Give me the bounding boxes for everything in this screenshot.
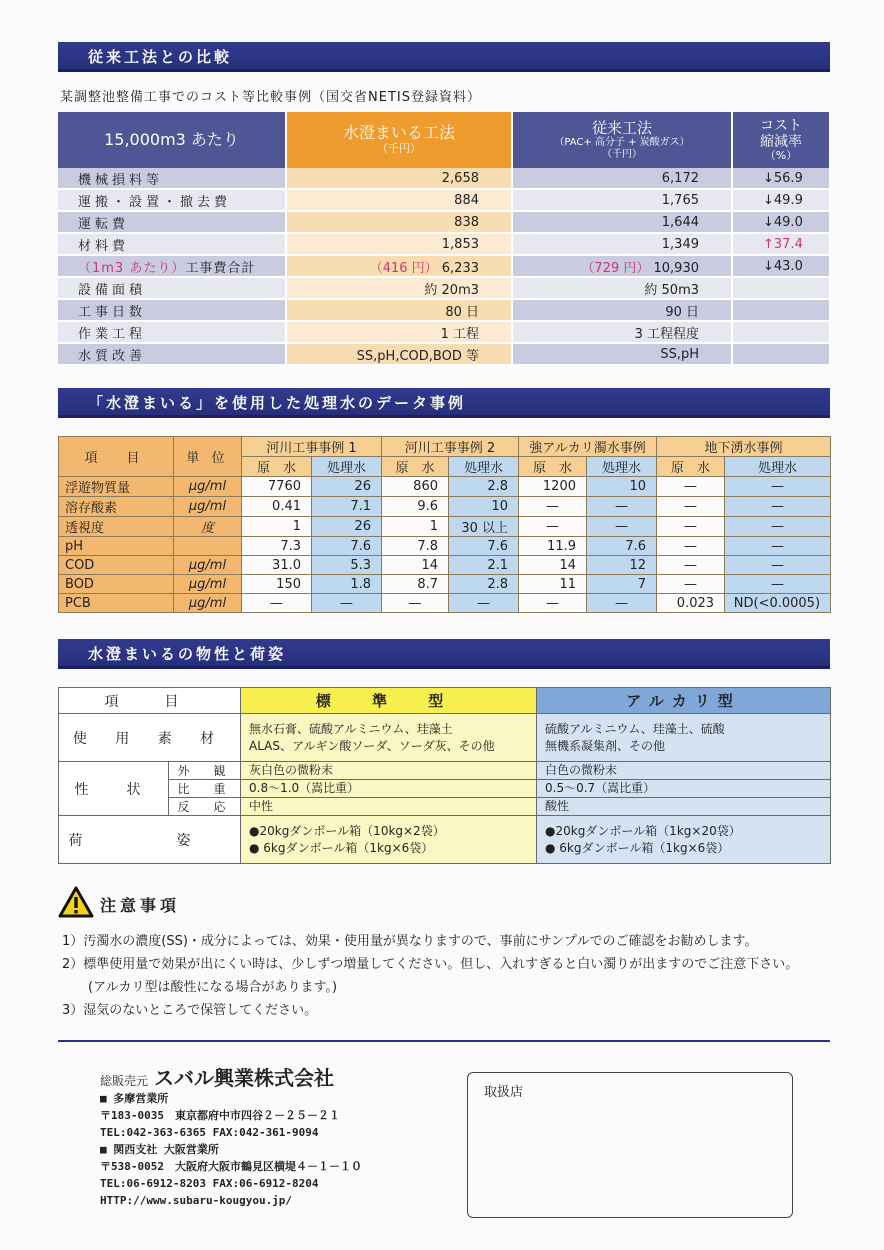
- row-label: 工事日数: [58, 299, 286, 321]
- material-line: 無水石膏、硫酸アルミニウム、珪藻土: [249, 721, 453, 736]
- property-value: 0.8〜1.0（嵩比重）: [241, 780, 537, 798]
- header-cost-unit: （%）: [764, 148, 798, 162]
- table-row: [59, 517, 831, 537]
- table-row: [59, 537, 831, 556]
- treated-value: —: [725, 537, 831, 556]
- company-url: HTTP://www.subaru-kougyou.jp/: [100, 1194, 293, 1207]
- treated-value: 7: [587, 575, 657, 594]
- dealer-label: 取扱店: [484, 1085, 524, 1100]
- table-row: [58, 255, 830, 277]
- header-raw: 原 水: [519, 457, 587, 477]
- old-method-value: 1,765: [512, 189, 732, 211]
- material-standard: [241, 714, 537, 762]
- raw-value: 1: [382, 517, 449, 537]
- old-method-value: 約 50m3: [512, 277, 732, 299]
- treated-value: 2.8: [449, 477, 519, 497]
- table-row: [59, 556, 831, 575]
- row-label: 水質改善: [58, 343, 286, 365]
- raw-value: 860: [382, 477, 449, 497]
- treated-value: 7.1: [312, 497, 382, 517]
- header-case-4: 地下湧水事例: [657, 437, 831, 457]
- reduction-value: ↓49.0: [732, 211, 830, 233]
- header-cost-sub: 縮減率: [760, 133, 802, 150]
- packing-line: ●20kgダンボール箱（10kg×2袋）: [249, 823, 445, 838]
- row-unit: μg/ml: [174, 594, 242, 613]
- raw-value: —: [657, 575, 725, 594]
- row-unit: μg/ml: [174, 575, 242, 594]
- office-phone: TEL:042-363-6365 FAX:042-361-9094: [100, 1126, 319, 1139]
- row-label: 運転費: [58, 211, 286, 233]
- packing-line: ● 6kgダンボール箱（1kg×6袋）: [545, 840, 730, 855]
- table-row: [58, 189, 830, 211]
- cost-comparison-table: [58, 112, 831, 366]
- header-raw: 原 水: [242, 457, 312, 477]
- property-value: 酸性: [537, 798, 831, 816]
- row-label: 材料費: [58, 233, 286, 255]
- header-treated: 処理水: [449, 457, 519, 477]
- per-m3-note: （1m3 あたり）: [78, 260, 186, 276]
- treated-value: —: [725, 517, 831, 537]
- treated-value: 12: [587, 556, 657, 575]
- office-name: ■ 関西支社 大阪営業所: [100, 1143, 219, 1156]
- caution-title: 注意事項: [100, 896, 181, 915]
- office-phone: TEL:06-6912-8203 FAX:06-6912-8204: [100, 1177, 319, 1190]
- raw-value: 11: [519, 575, 587, 594]
- header-treated: 処理水: [312, 457, 382, 477]
- header-old-method-title: 従来工法: [591, 118, 652, 137]
- old-method-value: 3 工程程度: [512, 321, 732, 343]
- row-unit: μg/ml: [174, 477, 242, 497]
- property-appearance: 外 観: [169, 762, 241, 780]
- packing-line: ● 6kgダンボール箱（1kg×6袋）: [249, 840, 434, 855]
- material-alkaline: [537, 714, 831, 762]
- office-address: 〒538-0052 大阪府大阪市鶴見区横堤４－１－１０: [100, 1160, 362, 1173]
- property-gravity: 比 重: [169, 780, 241, 798]
- table-row: [58, 211, 830, 233]
- table-row: [59, 575, 831, 594]
- header-new-method: [286, 112, 512, 168]
- raw-value: 14: [382, 556, 449, 575]
- raw-value: 7760: [242, 477, 312, 497]
- new-method-value: [286, 255, 512, 277]
- treated-value: 30 以上: [449, 517, 519, 537]
- raw-value: 1200: [519, 477, 587, 497]
- raw-value: 8.7: [382, 575, 449, 594]
- reduction-value: [732, 343, 830, 365]
- treated-value: —: [725, 556, 831, 575]
- row-label: 機械損料等: [58, 168, 286, 189]
- treated-value: 7.6: [312, 537, 382, 556]
- company-prefix: 総販売元: [100, 1074, 149, 1088]
- table-row: [58, 277, 830, 299]
- note-item: (アルカリ型は酸性になる場合があります。): [62, 980, 338, 995]
- property-value: 0.5〜0.7（嵩比重）: [537, 780, 831, 798]
- packing-line: ●20kgダンボール箱（1kg×20袋）: [545, 823, 741, 838]
- material-line: ALAS、アルギン酸ソーダ、ソーダ灰、その他: [249, 738, 495, 753]
- total-value: 10,930: [653, 260, 699, 276]
- raw-value: 0.41: [242, 497, 312, 517]
- header-old-method: [512, 112, 732, 168]
- header-cost-title: コスト: [760, 117, 802, 134]
- raw-value: 150: [242, 575, 312, 594]
- dealer-box: [467, 1072, 793, 1218]
- table-row: [58, 343, 830, 365]
- table-row: [59, 477, 831, 497]
- property-value: 中性: [241, 798, 537, 816]
- row-label: pH: [59, 537, 174, 556]
- unit-price: （729 円）: [581, 260, 650, 276]
- new-method-value: 1 工程: [286, 321, 512, 343]
- reduction-value: ↓43.0: [732, 255, 830, 277]
- treated-value: —: [449, 594, 519, 613]
- old-method-value: [512, 255, 732, 277]
- raw-value: —: [657, 537, 725, 556]
- note-item: 1）汚濁水の濃度(SS)・成分によっては、効果・使用量が異なりますので、事前にサンプルでのご確認をお勧めします。: [62, 934, 758, 949]
- treated-value: 26: [312, 477, 382, 497]
- header-item: 項 目: [59, 437, 174, 477]
- old-method-value: 1,644: [512, 211, 732, 233]
- header-item: 項 目: [59, 688, 241, 714]
- row-label: PCB: [59, 594, 174, 613]
- treated-value: 2.8: [449, 575, 519, 594]
- raw-value: —: [657, 517, 725, 537]
- new-method-value: 80 日: [286, 299, 512, 321]
- reduction-value: ↓49.9: [732, 189, 830, 211]
- table-row: [59, 497, 831, 517]
- properties-table: [58, 687, 831, 864]
- row-unit: μg/ml: [174, 497, 242, 517]
- row-unit: 度: [174, 517, 242, 537]
- new-method-value: 1,853: [286, 233, 512, 255]
- raw-value: —: [657, 556, 725, 575]
- new-method-value: 884: [286, 189, 512, 211]
- old-method-value: 90 日: [512, 299, 732, 321]
- treated-value: 2.1: [449, 556, 519, 575]
- row-unit: [174, 537, 242, 556]
- packing-alkaline: [537, 816, 831, 864]
- raw-value: —: [519, 497, 587, 517]
- caution-notes: [62, 930, 798, 1022]
- table-row: [58, 299, 830, 321]
- new-method-value: 2,658: [286, 168, 512, 189]
- treated-value: —: [725, 497, 831, 517]
- treated-value: 7.6: [587, 537, 657, 556]
- row-label: [58, 255, 286, 277]
- header-treated: 処理水: [725, 457, 831, 477]
- note-item: 2）標準使用量で効果が出にくい時は、少しずつ増量してください。但し、入れすぎると白い濁りが出ますのでご注意下さい。: [62, 957, 799, 972]
- company-info: [100, 1066, 362, 1209]
- raw-value: 14: [519, 556, 587, 575]
- treated-value: 10: [587, 477, 657, 497]
- treated-value: —: [725, 477, 831, 497]
- raw-value: 11.9: [519, 537, 587, 556]
- table-row: [58, 321, 830, 343]
- raw-value: —: [657, 477, 725, 497]
- divider: [58, 1040, 830, 1042]
- raw-value: 0.023: [657, 594, 725, 613]
- row-label: BOD: [59, 575, 174, 594]
- row-label: 作業工程: [58, 321, 286, 343]
- header-alkaline: アルカリ型: [537, 688, 831, 714]
- raw-value: 1: [242, 517, 312, 537]
- treated-value: —: [725, 575, 831, 594]
- treated-value: 7.6: [449, 537, 519, 556]
- treated-value: —: [587, 517, 657, 537]
- old-method-value: 6,172: [512, 168, 732, 189]
- treated-value: —: [587, 497, 657, 517]
- treated-value: 1.8: [312, 575, 382, 594]
- header-case-2: 河川工事事例 2: [382, 437, 519, 457]
- raw-value: —: [519, 594, 587, 613]
- header-raw: 原 水: [657, 457, 725, 477]
- treated-value: —: [312, 594, 382, 613]
- packing-standard: [241, 816, 537, 864]
- header-old-method-sub: （PAC+ 高分子 + 炭酸ガス）: [554, 137, 690, 149]
- header-standard: 標 準 型: [241, 688, 537, 714]
- old-method-value: SS,pH: [512, 343, 732, 365]
- header-treated: 処理水: [587, 457, 657, 477]
- row-label: 浮遊物質量: [59, 477, 174, 497]
- raw-value: —: [382, 594, 449, 613]
- new-method-value: 838: [286, 211, 512, 233]
- row-label: 運搬・設置・撤去費: [58, 189, 286, 211]
- property-label: 性 状: [59, 762, 169, 816]
- material-line: 硫酸アルミニウム、珪藻土、硫酸: [545, 721, 725, 736]
- raw-value: —: [242, 594, 312, 613]
- raw-value: 9.6: [382, 497, 449, 517]
- header-old-method-unit: （千円）: [602, 148, 642, 160]
- packing-label: 荷 姿: [59, 816, 241, 864]
- header-new-method-title: 水澄まいる工法: [342, 123, 455, 143]
- raw-value: 7.8: [382, 537, 449, 556]
- header-case-1: 河川工事事例 1: [242, 437, 382, 457]
- new-method-value: 約 20m3: [286, 277, 512, 299]
- raw-value: —: [519, 517, 587, 537]
- treated-value: 10: [449, 497, 519, 517]
- row-label: 透視度: [59, 517, 174, 537]
- total-value: 6,233: [441, 260, 479, 276]
- property-reaction: 反 応: [169, 798, 241, 816]
- reduction-value: ↓56.9: [732, 168, 830, 189]
- section1-title: 従来工法との比較: [58, 42, 830, 72]
- material-line: 無機系凝集剤、その他: [545, 738, 666, 753]
- header-raw: 原 水: [382, 457, 449, 477]
- office-address: 〒183-0035 東京都府中市四谷２－２５－２１: [100, 1109, 340, 1122]
- raw-value: 7.3: [242, 537, 312, 556]
- warning-icon: [58, 886, 94, 918]
- section1-subtitle: 某調整池整備工事でのコスト等比較事例（国交省NETIS登録資料）: [60, 90, 481, 105]
- section2-title: 「水澄まいる」を使用した処理水のデータ事例: [58, 388, 830, 418]
- total-label: 工事費合計: [185, 260, 256, 276]
- reduction-value: [732, 299, 830, 321]
- header-volume: 15,000m3 あたり: [58, 112, 286, 168]
- raw-value: —: [657, 497, 725, 517]
- water-data-table: [58, 436, 831, 613]
- reduction-value: [732, 277, 830, 299]
- header-unit: 単 位: [174, 437, 242, 477]
- property-value: 灰白色の微粉末: [241, 762, 537, 780]
- row-unit: μg/ml: [174, 556, 242, 575]
- office-name: ■ 多摩営業所: [100, 1092, 169, 1105]
- row-label: 設備面積: [58, 277, 286, 299]
- treated-value: —: [587, 594, 657, 613]
- table-row: [59, 594, 831, 613]
- new-method-value: SS,pH,COD,BOD 等: [286, 343, 512, 365]
- row-label: 溶存酸素: [59, 497, 174, 517]
- reduction-value: [732, 321, 830, 343]
- header-case-3: 強アルカリ濁水事例: [519, 437, 657, 457]
- company-name: スバル興業株式会社: [154, 1066, 335, 1090]
- section3-title: 水澄まいるの物性と荷姿: [58, 639, 830, 669]
- unit-price: （416 円）: [369, 260, 438, 276]
- row-label: COD: [59, 556, 174, 575]
- treated-value: 5.3: [312, 556, 382, 575]
- table-row: [58, 168, 830, 189]
- note-item: 3）湿気のないところで保管してください。: [62, 1003, 318, 1018]
- old-method-value: 1,349: [512, 233, 732, 255]
- reduction-value: ↑37.4: [732, 233, 830, 255]
- table-row: [58, 233, 830, 255]
- header-cost-reduction: [732, 112, 830, 168]
- treated-value: 26: [312, 517, 382, 537]
- treated-value: ND(<0.0005): [725, 594, 831, 613]
- material-label: 使 用 素 材: [59, 714, 241, 762]
- header-new-method-unit: （千円）: [377, 141, 421, 155]
- property-value: 白色の微粉末: [537, 762, 831, 780]
- raw-value: 31.0: [242, 556, 312, 575]
- water-data-body: [59, 477, 831, 613]
